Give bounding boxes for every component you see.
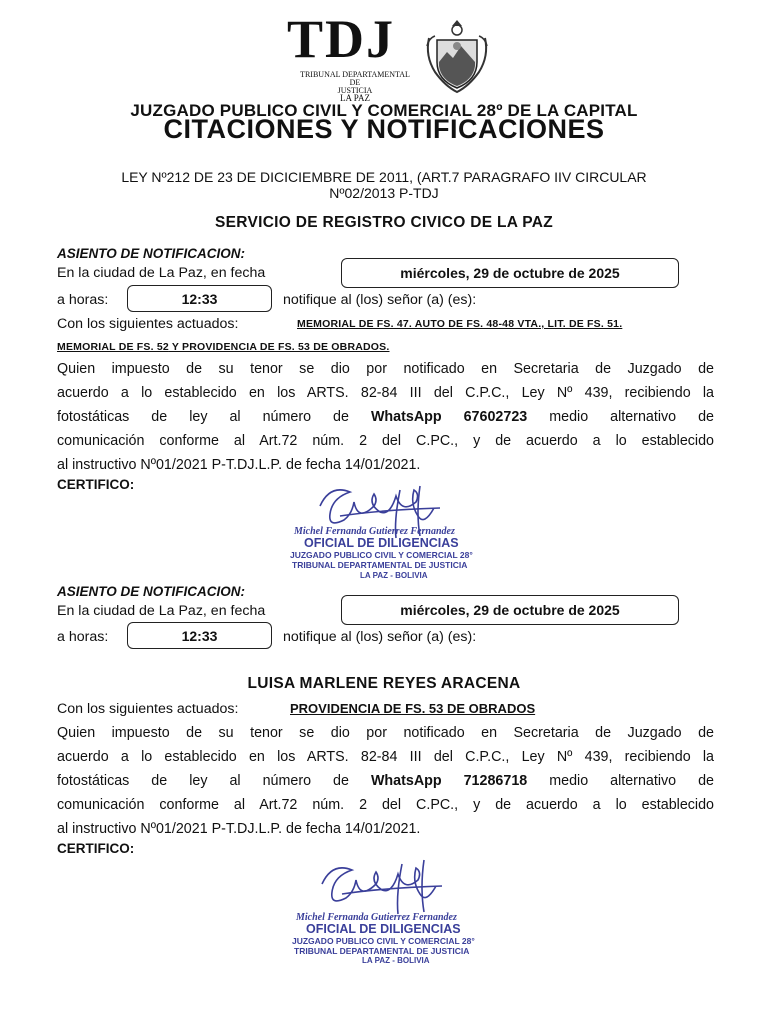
law-reference [0, 169, 768, 201]
city-text-1: En la ciudad de La Paz, en fecha [57, 265, 266, 281]
body-1-line-4: comunicación conforme al Art.72 núm. 2 del C.PC., y de acuerdo a lo establecido [57, 433, 714, 449]
body-2-line-3b: medio alternativo de [527, 773, 714, 789]
stamp-court-1: JUZGADO PUBLICO CIVIL Y COMERCIAL 28° [290, 550, 473, 560]
notice-body-2 [57, 721, 714, 841]
body-2-line-3a: fotostáticas de ley al número de [57, 773, 371, 789]
stamp-place-1: LA PAZ - BOLIVIA [360, 571, 428, 580]
actuados-label-1: Con los siguientes actuados: [57, 316, 239, 332]
actuados-2-line-1: PROVIDENCIA DE FS. 53 DE OBRADOS [290, 701, 536, 716]
signature-stamp-2 [282, 854, 482, 964]
notice-body-1 [57, 357, 714, 477]
body-1-line-2: acuerdo a lo establecido en los ARTS. 82-84 III del C.P.C., Ley Nº 439, recibiendo la [57, 385, 714, 401]
court-name: JUZGADO PUBLICO CIVIL Y COMERCIAL 28º DE LA CAPITAL [130, 101, 638, 120]
body-2-line-4: comunicación conforme al Art.72 núm. 2 del C.PC., y de acuerdo a lo establecido [57, 797, 714, 813]
notify-text-1: notifique al (los) señor (a) (es): [283, 292, 477, 308]
law-line-2: Nº02/2013 P-TDJ [329, 185, 439, 201]
stamp-role-2: OFICIAL DE DILIGENCIAS [306, 922, 461, 936]
date-field-2: miércoles, 29 de octubre de 2025 [341, 595, 679, 625]
asiento-label-2: ASIENTO DE NOTIFICACION: [57, 584, 246, 599]
whatsapp-number-2: WhatsApp 71286718 [370, 773, 528, 789]
stamp-name-2: Michel Fernanda Gutierrez Fernandez [296, 912, 457, 923]
time-field-2: 12:33 [127, 622, 272, 649]
body-2-line-5: al instructivo Nº01/2021 P-T.DJ.L.P. de fecha 14/01/2021. [57, 821, 421, 837]
asiento-label-1: ASIENTO DE NOTIFICACION: [57, 246, 246, 261]
body-2-line-1: Quien impuesto de su tenor se dio por notificado en Secretaria de Juzgado de [57, 725, 714, 741]
actuados-1-line-2a: MEMORIAL DE FS. 52 [57, 341, 169, 353]
body-1-line-3a: fotostáticas de ley al número de [57, 409, 371, 425]
date-field-1: miércoles, 29 de octubre de 2025 [341, 258, 679, 288]
coat-of-arms-icon [423, 16, 491, 96]
certifico-1: CERTIFICO: [57, 477, 135, 492]
body-1-line-1: Quien impuesto de su tenor se dio por notificado en Secretaria de Juzgado de [57, 361, 714, 377]
stamp-tribunal-2: TRIBUNAL DEPARTAMENTAL DE JUSTICIA [294, 946, 470, 956]
logo-subtitle-1: TRIBUNAL DEPARTAMENTAL [300, 70, 410, 79]
logo-subtitle-3: JUSTICIA [337, 86, 373, 95]
notify-text-2: notifique al (los) señor (a) (es): [283, 629, 477, 645]
logo-subtitle-4: LA PAZ [340, 93, 370, 103]
logo-subtitle-2: DE [349, 78, 361, 87]
stamp-role-1: OFICIAL DE DILIGENCIAS [304, 536, 459, 550]
signature-stamp-1 [280, 476, 480, 586]
tdj-logo [283, 9, 493, 103]
actuados-1-line-2b: Y PROVIDENCIA DE FS. 53 DE OBRADOS. [168, 341, 390, 353]
certifico-2: CERTIFICO: [57, 841, 135, 856]
stamp-name-1: Michel Fernanda Gutierrez Fernandez [294, 526, 455, 537]
recipient-1: SERVICIO DE REGISTRO CIVICO DE LA PAZ [214, 214, 554, 231]
whatsapp-number-1: WhatsApp 67602723 [370, 409, 528, 425]
body-1-line-3 [57, 405, 714, 429]
page-title: CITACIONES Y NOTIFICACIONES [163, 114, 605, 144]
actuados-1-line-1: MEMORIAL DE FS. 47. AUTO DE FS. 48-48 VTA., LIT. DE FS. 51. [297, 318, 623, 330]
stamp-tribunal-1: TRIBUNAL DEPARTAMENTAL DE JUSTICIA [292, 560, 468, 570]
hours-label-1: a horas: [57, 292, 109, 308]
city-text-2: En la ciudad de La Paz, en fecha [57, 603, 266, 619]
law-line-1: LEY Nº212 DE 23 DE DICICIEMBRE DE 2011, (ART.7 PARAGRAFO IIV CIRCULAR [121, 169, 647, 185]
body-1-line-3b: medio alternativo de [527, 409, 714, 425]
actuados-label-2: Con los siguientes actuados: [57, 701, 239, 717]
stamp-court-2: JUZGADO PUBLICO CIVIL Y COMERCIAL 28° [292, 936, 475, 946]
stamp-place-2: LA PAZ - BOLIVIA [362, 956, 430, 964]
actuados-1-line-2 [57, 337, 390, 355]
hours-label-2: a horas: [57, 629, 109, 645]
recipient-2: LUISA MARLENE REYES ARACENA [247, 675, 521, 692]
logo-text: TDJ [287, 9, 396, 69]
body-1-line-5: al instructivo Nº01/2021 P-T.DJ.L.P. de fecha 14/01/2021. [57, 457, 421, 473]
body-2-line-3 [57, 769, 714, 793]
time-field-1: 12:33 [127, 285, 272, 312]
body-2-line-2: acuerdo a lo establecido en los ARTS. 82-84 III del C.P.C., Ley Nº 439, recibiendo la [57, 749, 714, 765]
